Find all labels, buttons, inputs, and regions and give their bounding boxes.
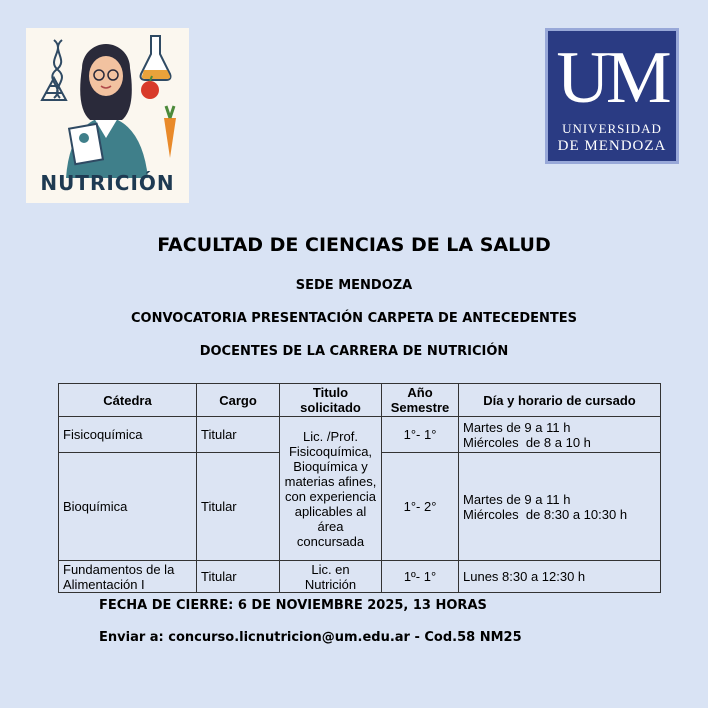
call-title: CONVOCATORIA PRESENTACIÓN CARPETA DE ANTECEDENTES — [130, 311, 578, 326]
cell-cargo: Titular — [197, 561, 280, 593]
cell-dia: Lunes 8:30 a 12:30 h — [459, 561, 661, 593]
positions-table — [58, 383, 661, 593]
cell-titulo-shared: Lic. /Prof. Fisicoquímica, Bioquímica y materias afines, con experiencia aplicables al área concursada — [280, 417, 382, 561]
closing-date: FECHA DE CIERRE: 6 DE NOVIEMBRE 2025, 13 HORAS — [99, 598, 487, 613]
universidad-mendoza-logo — [545, 28, 679, 164]
career-title: DOCENTES DE LA CARRERA DE NUTRICIÓN — [199, 344, 509, 359]
cell-dia-line: Martes de 9 a 11 h — [463, 419, 571, 435]
cell-dia-line: Miércoles de 8:30 a 10:30 h — [463, 506, 628, 522]
header-titulo: Titulo solicitado — [280, 384, 382, 417]
cell-cargo: Titular — [197, 417, 280, 453]
um-monogram: UM — [556, 37, 668, 119]
cell-ano: 1º- 1° — [382, 561, 459, 593]
um-line-2: DE MENDOZA — [557, 138, 667, 154]
cell-ano: 1°- 1° — [382, 417, 459, 453]
cell-dia-line: Miércoles de 8 a 10 h — [463, 434, 591, 450]
table-row — [59, 561, 661, 593]
cell-catedra: Fisicoquímica — [59, 417, 197, 453]
cell-dia-line: Martes de 9 a 11 h — [463, 491, 571, 507]
header-ano: Año Semestre — [382, 384, 459, 417]
header-catedra: Cátedra — [59, 384, 197, 417]
cell-cargo: Titular — [197, 453, 280, 561]
cell-dia — [459, 417, 661, 453]
faculty-title: FACULTAD DE CIENCIAS DE LA SALUD — [157, 234, 551, 256]
cell-dia — [459, 453, 661, 561]
nutricion-logo — [26, 28, 189, 203]
um-line-1: UNIVERSIDAD — [562, 121, 662, 136]
header-cargo: Cargo — [197, 384, 280, 417]
table-header-row — [59, 384, 661, 417]
cell-ano: 1°- 2° — [382, 453, 459, 561]
cell-catedra: Fundamentos de la Alimentación I — [59, 561, 197, 593]
campus-title: SEDE MENDOZA — [295, 278, 413, 293]
cell-titulo: Lic. en Nutrición — [280, 561, 382, 593]
send-to: Enviar a: concurso.licnutricion@um.edu.ar - Cod.58 NM25 — [99, 630, 522, 645]
table-row — [59, 417, 661, 453]
cell-catedra: Bioquímica — [59, 453, 197, 561]
header-dia: Día y horario de cursado — [459, 384, 661, 417]
nutricion-caption: NUTRICIÓN — [40, 171, 175, 195]
